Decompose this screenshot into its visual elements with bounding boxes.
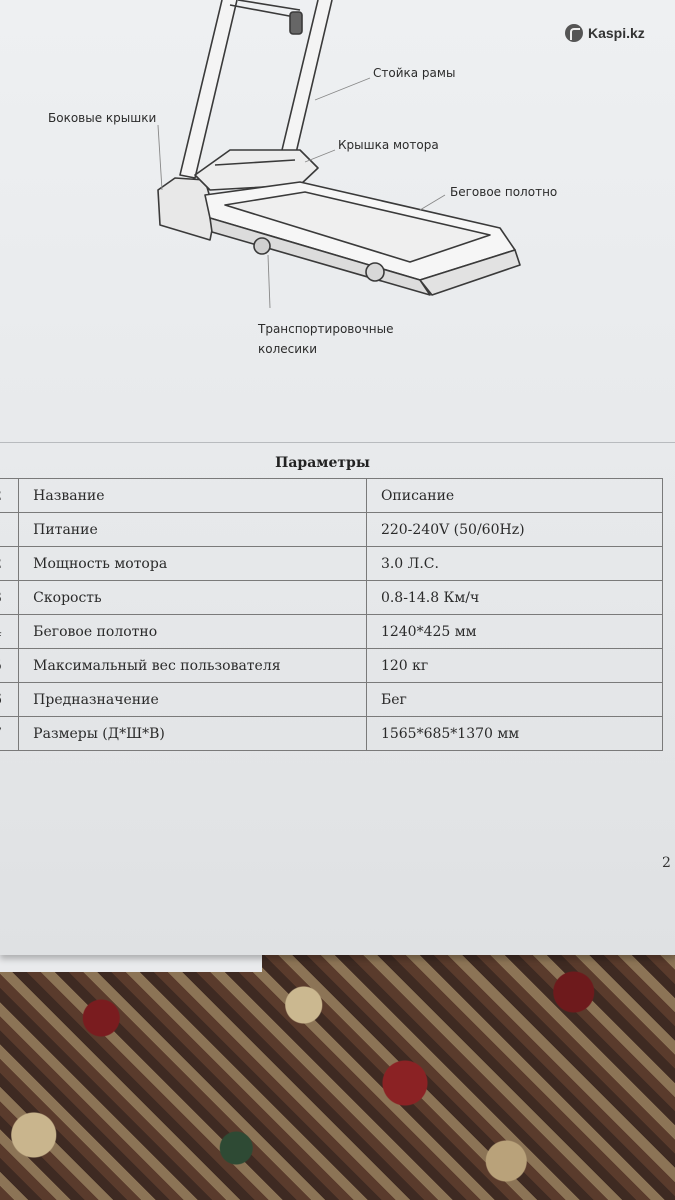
leader-wheels [268,255,270,308]
row-name: Размеры (Д*Ш*В) [19,717,367,751]
row-desc: 3.0 Л.С. [366,547,662,581]
label-wheels-line1: Транспортировочные [258,322,394,336]
leader-running-belt [420,195,445,210]
row-num [0,683,19,717]
header-name: Название [19,479,367,513]
row-name: Мощность мотора [19,547,367,581]
table-row [0,513,663,547]
label-motor-cover: Крышка мотора [338,138,439,152]
leader-motor-cover [305,150,335,162]
row-num [0,581,19,615]
row-name: Максимальный вес пользователя [19,649,367,683]
row-name: Предназначение [19,683,367,717]
table-header-row [0,479,663,513]
treadmill-diagram [0,0,675,440]
table-title: Параметры [275,455,370,471]
label-wheels-line2: колесики [258,342,318,356]
label-frame-post: Стойка рамы [373,66,456,80]
leader-frame-post [315,78,370,100]
table-row [0,649,663,683]
header-num [0,479,19,513]
row-desc: 1240*425 мм [366,615,662,649]
row-num [0,649,19,683]
transport-wheel [254,238,270,254]
specs-table [0,478,663,751]
table-row [0,683,663,717]
section-divider [0,442,675,443]
row-desc: 0.8-14.8 Км/ч [366,581,662,615]
console-knob [290,12,302,34]
row-num [0,513,19,547]
row-desc: Бег [366,683,662,717]
rear-wheel [366,263,384,281]
row-desc: 1565*685*1370 мм [366,717,662,751]
row-name: Беговое полотно [19,615,367,649]
table-row [0,717,663,751]
table-row [0,615,663,649]
row-num [0,615,19,649]
table-row [0,547,663,581]
table-row [0,581,663,615]
label-running-belt: Беговое полотно [450,185,558,199]
page-number: 2 [662,855,671,871]
watermark-text: Kaspi.kz [588,25,645,41]
row-num [0,547,19,581]
row-name: Питание [19,513,367,547]
row-name: Скорость [19,581,367,615]
row-num [0,717,19,751]
header-desc: Описание [366,479,662,513]
row-desc: 120 кг [366,649,662,683]
row-desc: 220-240V (50/60Hz) [366,513,662,547]
carpet-background [0,940,675,1200]
leader-side-covers [158,125,162,190]
label-side-covers: Боковые крышки [48,111,157,125]
